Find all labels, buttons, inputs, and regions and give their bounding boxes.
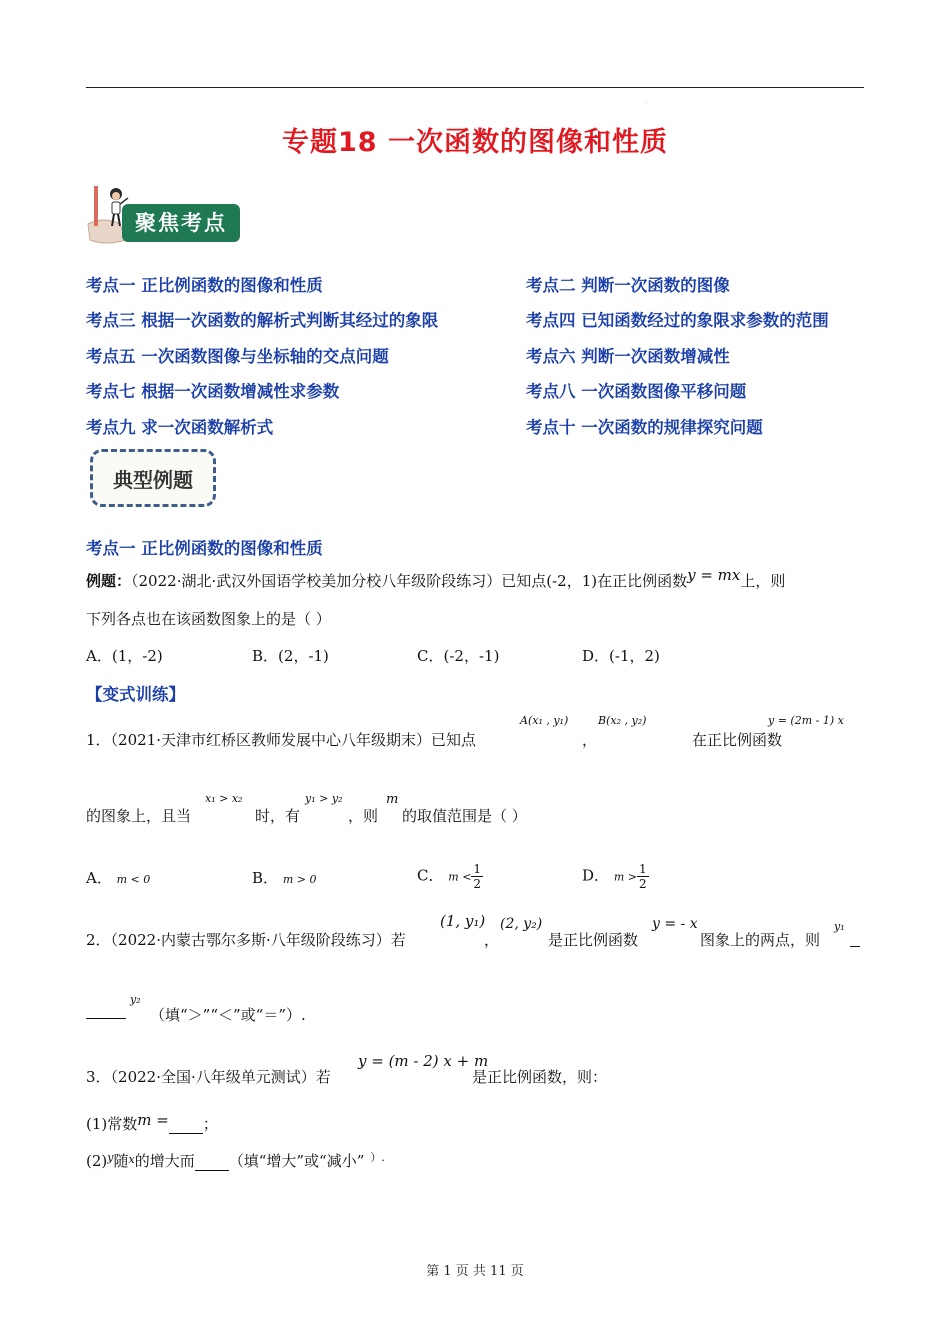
option-c: C．(-2，-1) [417,647,500,665]
example-badge [90,449,216,507]
q3-function: y = (m - 2) x + m [358,1052,489,1070]
q1-var-m: m [386,792,399,807]
q1-option-b: B． m > 0 [252,869,317,887]
kaodian-1: 考点一 正比例函数的图像和性质 [86,276,323,295]
kaodian-5: 考点五 一次函数图像与坐标轴的交点问题 [86,347,389,366]
q1-cond-2: y₁ > y₂ [305,792,343,805]
q3-end: 是正比例函数，则： [472,1068,608,1086]
option-b: B．(2，-1) [252,647,329,665]
kaodian-4: 考点四 已知函数经过的象限求参数的范围 [526,311,829,330]
header-dot: . [645,98,647,105]
focus-badge-label: 聚焦考点 [122,204,240,242]
kaodian-2: 考点二 判断一次函数的图像 [526,276,730,295]
example-line1-end: 上，则 [740,572,786,590]
focus-badge [86,180,242,246]
q1-cond-1: x₁ > x₂ [205,792,243,805]
q1-function: y = (2m - 1) x [768,714,844,727]
variant-heading: 【变式训练】 [86,685,185,704]
q2-point-2: (2, y₂) [500,916,543,932]
header-rule [86,87,864,88]
kaodian-9: 考点九 求一次函数解析式 [86,418,274,437]
example-label: 例题： [86,572,132,590]
q3-blank-2[interactable] [195,1152,229,1171]
q2-point-1: (1, y₁) [440,912,486,930]
section-heading: 考点一 正比例函数的图像和性质 [86,539,323,558]
example-line-1 [86,566,786,591]
example-line-2: 下列各点也在该函数图象上的是（ ） [86,610,331,628]
q1-line-1: 1．（2021·天津市红桥区教师发展中心八年级期末）已知点 [86,731,476,749]
q2-comma: ， [484,931,500,949]
example-badge-label: 典型例题 [113,468,193,492]
q3-sub-2: $(2)^y$随$^x$的增大而 （填“增大”或“减小” ）. [86,1151,385,1170]
q2-end: 图象上的两点，则 [700,931,821,949]
q1-line-2a: 的图象上，且当 [86,807,192,825]
option-d: D．(-1，2) [582,647,660,665]
q2-line-1: 2．（2022·内蒙古鄂尔多斯·八年级阶段练习）若 [86,931,406,949]
q1-point-b: B(x₂ , y₂) [598,714,647,727]
page-title: 专题18 一次函数的图像和性质 [282,127,668,158]
q2-line-2-end: （填“＞”“＜”或“＝”）. [150,1006,306,1024]
q1-option-a: A． m < 0 [86,869,151,887]
kaodian-10: 考点十 一次函数的规律探究问题 [526,418,763,437]
q2-y1: y₁ [834,920,845,933]
q1-line-2b: 时，有 [255,807,301,825]
page-footer: 第 1 页 共 11 页 [426,1264,524,1279]
q1-line-2d: 的取值范围是（ ） [402,807,527,825]
q1-option-c: C． m < $\frac{1}{2}$ [417,862,482,891]
kaodian-7: 考点七 根据一次函数增减性求参数 [86,382,340,401]
q1-comma: ， [582,731,598,749]
q2-blank-start [850,946,860,947]
q3-line-1: 3．（2022·全国·八年级单元测试）若 [86,1068,331,1086]
q2-y2: y₂ [130,993,141,1006]
q2-mid: 是正比例函数 [548,931,639,949]
q1-option-d: D． m > $\frac{1}{2}$ [582,862,647,891]
q1-mid: 在正比例函数 [692,731,783,749]
q1-point-a: A(x₁ , y₁) [520,714,569,727]
option-a: A．(1，-2) [86,647,163,665]
kaodian-3: 考点三 根据一次函数的解析式判断其经过的象限 [86,311,439,330]
kaodian-6: 考点六 判断一次函数增减性 [526,347,730,366]
q1-line-2c: ，则 [348,807,379,825]
q3-blank-1[interactable] [169,1115,203,1134]
q2-function: y = - x [652,916,698,932]
q3-sub-1: (1)常数m = ； [86,1111,218,1133]
example-function: y = mx [687,566,741,584]
q2-answer-blank[interactable] [86,1018,126,1019]
kaodian-8: 考点八 一次函数图像平移问题 [526,382,747,401]
example-source: （2022·湖北·武汉外国语学校美加分校八年级阶段练习）已知点(-2，1)在正比例函数 [131,572,688,590]
